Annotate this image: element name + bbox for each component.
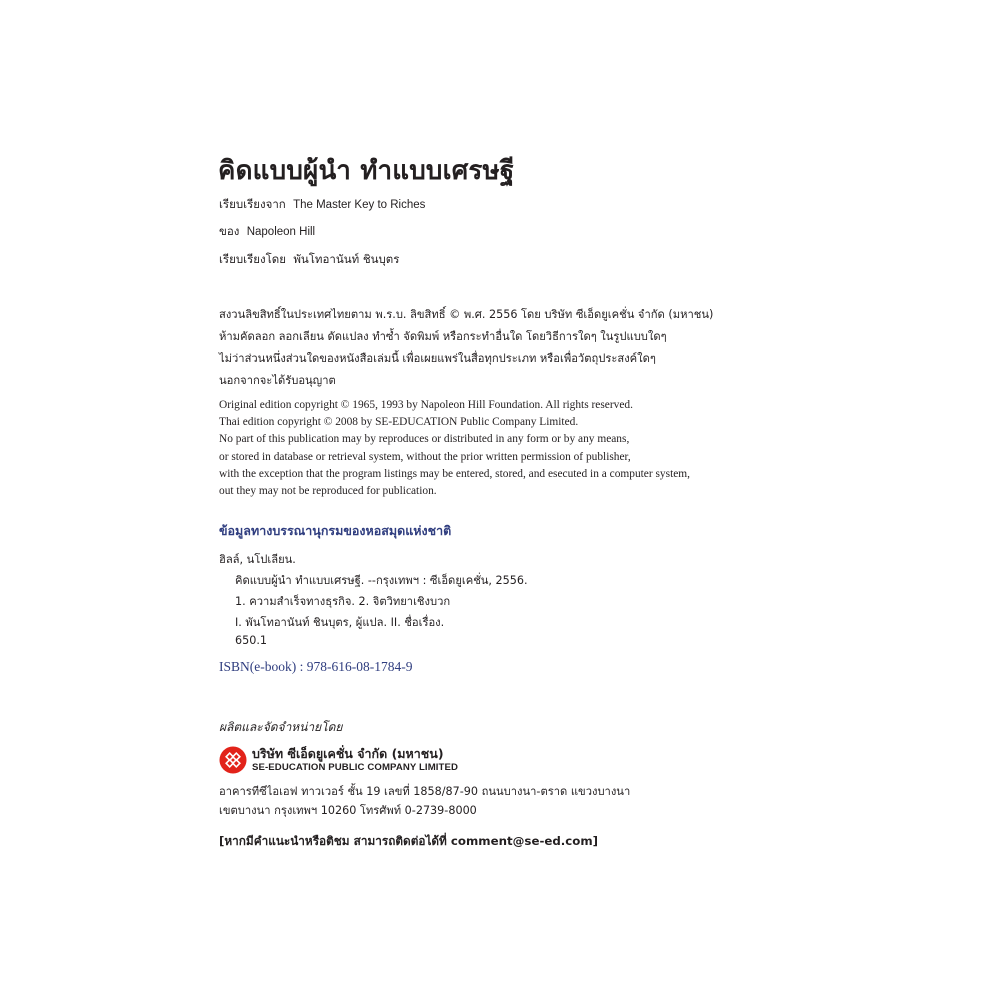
publisher-address-line-1: อาคารทีซีไอเอฟ ทาวเวอร์ ชั้น 19 เลขที่ 1858/87-90 ถนนบางนา-ตราด แขวงบางนา (219, 785, 631, 798)
book-title: คิดแบบผู้นำ ทำแบบเศรษฐี (218, 156, 515, 186)
english-rights-line: with the exception that the program listings may be entered, stored, and esecuted in a computer system, (219, 467, 690, 480)
publisher-address-line-2: เขตบางนา กรุงเทพฯ 10260 โทรศัพท์ 0-2739-8000 (219, 804, 477, 817)
thai-rights-notice (219, 304, 713, 392)
publisher-name-thai: บริษัท ซีเอ็ดยูเคชั่น จำกัด (มหาชน) (252, 746, 444, 761)
cip-class-number: 650.1 (235, 634, 268, 647)
cip-author: ฮิลล์, นโปเลียน. (219, 553, 296, 566)
english-rights-line: or stored in database or retrieval system, without the prior written permission of publisher, (219, 450, 631, 463)
contact-line: [หากมีคำแนะนำหรือติชม สามารถติดต่อได้ที่ comment@se-ed.com] (219, 834, 599, 848)
translator-label: เรียบเรียงโดย (219, 252, 286, 266)
produced-by-label: ผลิตและจัดจำหน่ายโดย (219, 720, 343, 734)
cip-title: คิดแบบผู้นำ ทำแบบเศรษฐี. --กรุงเทพฯ : ซีเอ็ดยูเคชั่น, 2556. (235, 574, 528, 587)
thai-rights-line: นอกจากจะได้รับอนุญาต (219, 374, 336, 387)
adapted-from-line (219, 196, 425, 214)
english-rights-line: No part of this publication may by reproduces or distributed in any form or by any means, (219, 433, 630, 446)
author-label: ของ (219, 224, 240, 238)
se-ed-logo-icon (219, 746, 247, 774)
cip-subjects: 1. ความสำเร็จทางธุรกิจ. 2. จิตวิทยาเชิงบวก (235, 595, 451, 608)
english-rights-line: Original edition copyright © 1965, 1993 by Napoleon Hill Foundation. All rights reserved. (219, 399, 633, 411)
translator-line (219, 251, 399, 269)
translator-name: พันโทอานันท์ ชินบุตร (293, 252, 400, 266)
thai-rights-line: ห้ามคัดลอก ลอกเลียน ดัดแปลง ทำซ้ำ จัดพิมพ์ หรือกระทำอื่นใด โดยวิธีการใดๆ ในรูปแบบใดๆ (219, 330, 667, 343)
english-rights-notice (219, 397, 690, 500)
adapted-from-label: เรียบเรียงจาก (219, 197, 286, 211)
thai-rights-line: ไม่ว่าส่วนหนึ่งส่วนใดของหนังสือเล่มนี้ เพื่อเผยแพร่ในสื่อทุกประเภท หรือเพื่อวัตถุประสงค์ใดๆ (219, 352, 656, 365)
author-line (219, 223, 315, 241)
publisher-name-english: SE-EDUCATION PUBLIC COMPANY LIMITED (252, 762, 459, 773)
thai-rights-line: สงวนลิขสิทธิ์ในประเทศไทยตาม พ.ร.บ. ลิขสิทธิ์ © พ.ศ. 2556 โดย บริษัท ซีเอ็ดยูเคชั่น จำกัด (มหาชน) (219, 308, 714, 321)
cip-heading: ข้อมูลทางบรรณานุกรมของหอสมุดแห่งชาติ (219, 523, 452, 538)
cip-added-entries: I. พันโทอานันท์ ชินบุตร, ผู้แปล. II. ชื่อเรื่อง. (235, 616, 445, 629)
author-name: Napoleon Hill (246, 226, 316, 238)
original-title: The Master Key to Riches (293, 199, 426, 211)
english-rights-line: Thai edition copyright © 2008 by SE-EDUCATION Public Company Limited. (219, 416, 579, 429)
isbn: ISBN(e-book) : 978-616-08-1784-9 (219, 659, 413, 674)
english-rights-line: out they may not be reproduced for publication. (219, 485, 437, 498)
